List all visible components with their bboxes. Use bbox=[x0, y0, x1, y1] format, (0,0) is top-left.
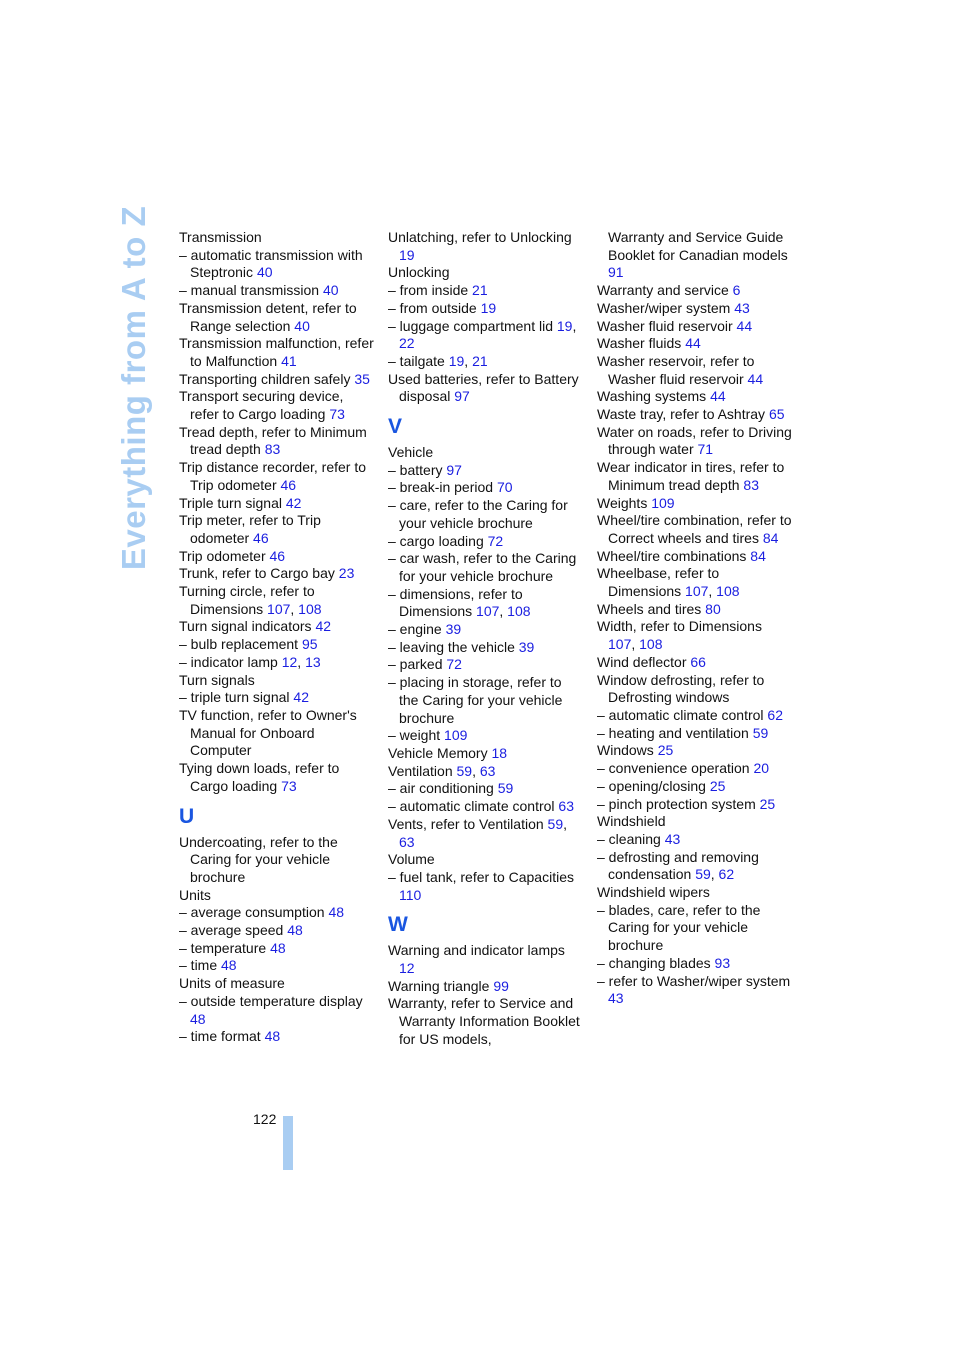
index-entry bbox=[388, 550, 584, 585]
page-reference-link[interactable]: 107 bbox=[685, 583, 709, 600]
entry-text: – break-in period bbox=[388, 479, 494, 496]
page-reference-link[interactable]: 40 bbox=[256, 264, 273, 281]
index-entry bbox=[179, 300, 375, 335]
page-reference-link[interactable]: 42 bbox=[293, 689, 309, 706]
entry-text: Undercoating, refer to the Caring for your vehicle brochure bbox=[179, 833, 338, 885]
page-accent-bar bbox=[283, 1116, 293, 1170]
index-entry bbox=[388, 798, 584, 816]
index-entry bbox=[597, 229, 793, 282]
index-entry bbox=[179, 689, 375, 707]
page-reference-link[interactable]: 46 bbox=[280, 476, 297, 493]
entry-text: Waste tray, refer to Ashtray bbox=[597, 406, 766, 423]
page-reference-link[interactable]: 71 bbox=[697, 441, 714, 458]
index-entry bbox=[597, 778, 793, 796]
index-entry bbox=[597, 725, 793, 743]
index-entry bbox=[179, 760, 375, 795]
entry-text: – changing blades bbox=[597, 954, 711, 971]
index-entry: – luggage compartment lid 19, 22 bbox=[388, 317, 577, 352]
page-reference-link[interactable]: 62 bbox=[718, 866, 735, 883]
entry-text: Units bbox=[179, 886, 211, 903]
index-entry: Vents, refer to Ventilation 59, 63 bbox=[388, 815, 568, 850]
page-reference-link[interactable]: 59 bbox=[695, 866, 711, 883]
page-reference-link[interactable]: 12 bbox=[399, 960, 415, 977]
page-reference-link[interactable]: 97 bbox=[454, 388, 470, 405]
entry-text: – refer to Washer/wiper system bbox=[597, 972, 791, 989]
index-entry bbox=[388, 869, 584, 904]
entry-text: – from outside bbox=[388, 299, 477, 316]
entry-text: Unlatching, refer to Unlocking bbox=[388, 229, 572, 245]
entry-text: Washer fluids bbox=[597, 335, 682, 352]
page-reference-link[interactable]: 107 bbox=[608, 636, 632, 653]
index-entry bbox=[388, 282, 584, 300]
index-entry bbox=[179, 1028, 375, 1046]
index-entry bbox=[179, 922, 375, 940]
entry-text: Volume bbox=[388, 851, 435, 868]
index-entry bbox=[179, 834, 375, 887]
index-entry bbox=[388, 995, 584, 1048]
entry-text: Triple turn signal bbox=[179, 494, 282, 511]
entry-text: Wind deflector bbox=[597, 653, 687, 670]
index-entry bbox=[388, 639, 584, 657]
index-entry bbox=[597, 335, 793, 353]
page-reference-link[interactable]: 19 bbox=[448, 352, 465, 369]
index-entry: – tailgate 19, 21 bbox=[388, 352, 488, 369]
index-entry bbox=[388, 533, 584, 551]
index-entry bbox=[597, 406, 793, 424]
entry-text: – opening/closing bbox=[597, 777, 706, 794]
entry-text: Window defrosting, refer to Defrosting windows bbox=[597, 671, 765, 706]
index-entry bbox=[597, 654, 793, 672]
index-entry bbox=[388, 674, 584, 727]
entry-text: Warranty and service bbox=[597, 282, 729, 299]
entry-text: Used batteries, refer to Battery disposal bbox=[388, 370, 579, 405]
entry-text: Turn signals bbox=[179, 671, 255, 688]
index-entry bbox=[179, 229, 375, 247]
index-entry bbox=[597, 601, 793, 619]
page-reference-link[interactable]: 72 bbox=[446, 656, 462, 673]
index-entry bbox=[597, 424, 793, 459]
index-entry bbox=[179, 707, 375, 760]
entry-text: – temperature bbox=[179, 939, 267, 956]
entry-text: – parked bbox=[388, 656, 443, 673]
index-entry bbox=[597, 902, 793, 955]
entry-text: Wheelbase, refer to Dimensions bbox=[597, 565, 720, 600]
index-entry bbox=[388, 780, 584, 798]
page-reference-link[interactable]: 73 bbox=[329, 406, 345, 423]
index-entry bbox=[179, 282, 375, 300]
index-entry bbox=[179, 887, 375, 905]
index-entry bbox=[179, 565, 375, 583]
entry-text: Transmission malfunction, refer to Malfunction bbox=[179, 335, 374, 369]
entry-text: Windows bbox=[597, 742, 654, 759]
index-entry bbox=[179, 993, 375, 1028]
page-reference-link[interactable]: 12 bbox=[281, 653, 298, 670]
page-reference-link[interactable]: 19 bbox=[480, 299, 497, 316]
index-entry bbox=[179, 940, 375, 958]
index-entry bbox=[179, 388, 375, 423]
page-reference-link[interactable]: 59 bbox=[497, 780, 514, 797]
entry-text: Transport securing device, refer to Cargo loading bbox=[179, 388, 344, 423]
page-reference-link[interactable]: 70 bbox=[496, 479, 513, 496]
entry-text: – automatic climate control bbox=[597, 706, 764, 723]
entry-text: – care, refer to the Caring for your vehicle brochure bbox=[388, 497, 568, 531]
entry-text: – fuel tank, refer to Capacities bbox=[388, 868, 574, 885]
index-column-2 bbox=[388, 229, 584, 1049]
index-entry bbox=[179, 957, 375, 975]
index-entry bbox=[597, 672, 793, 707]
entry-text: – defrosting and removing condensation bbox=[597, 848, 759, 883]
index-entry bbox=[388, 497, 584, 532]
page-reference-link[interactable]: 63 bbox=[479, 762, 496, 779]
section-letter-w: W bbox=[388, 913, 408, 937]
index-entry bbox=[597, 973, 793, 1008]
page-reference-link[interactable]: 97 bbox=[446, 461, 462, 478]
entry-text: – pinch protection system bbox=[597, 795, 756, 812]
page-reference-link[interactable]: 25 bbox=[657, 742, 674, 759]
entry-text: – manual transmission bbox=[179, 282, 320, 299]
index-entry bbox=[597, 300, 793, 318]
page-reference-link[interactable]: 59 bbox=[456, 762, 473, 779]
entry-text: – time format bbox=[179, 1028, 261, 1045]
page-reference-link[interactable]: 109 bbox=[651, 494, 675, 511]
page-reference-link[interactable]: 83 bbox=[743, 476, 759, 493]
index-entry bbox=[597, 318, 793, 336]
entry-text: Warning triangle bbox=[388, 977, 490, 994]
page-reference-link[interactable]: 108 bbox=[298, 600, 322, 617]
index-entry: – dimensions, refer to Dimensions 107, 108 bbox=[388, 585, 531, 620]
index-entry bbox=[388, 656, 584, 674]
index-entry bbox=[388, 300, 584, 318]
entry-text: – automatic climate control bbox=[388, 798, 555, 815]
entry-text: – car wash, refer to the Caring for your vehicle brochure bbox=[388, 550, 577, 584]
index-entry bbox=[179, 636, 375, 654]
page-reference-link[interactable]: 48 bbox=[221, 957, 237, 974]
page-reference-link[interactable]: 44 bbox=[747, 370, 764, 387]
index-entry bbox=[388, 727, 584, 745]
entry-text: Wheels and tires bbox=[597, 600, 702, 617]
entry-text: Vents, refer to Ventilation bbox=[388, 815, 544, 832]
page-reference-link[interactable]: 48 bbox=[287, 922, 303, 939]
entry-text: – placing in storage, refer to the Caring for your vehicle brochure bbox=[388, 674, 563, 726]
page-reference-link[interactable]: 39 bbox=[445, 621, 462, 638]
page-reference-link[interactable]: 42 bbox=[315, 618, 332, 635]
index-entry bbox=[597, 760, 793, 778]
page-reference-link[interactable]: 44 bbox=[685, 335, 701, 352]
entry-text: – convenience operation bbox=[597, 760, 750, 777]
index-column-1 bbox=[179, 229, 375, 1046]
page-reference-link[interactable]: 13 bbox=[305, 653, 321, 670]
index-entry bbox=[179, 548, 375, 566]
page-reference-link[interactable]: 59 bbox=[752, 724, 769, 741]
index-column-3 bbox=[597, 229, 793, 1008]
index-entry bbox=[179, 247, 375, 282]
index-entry bbox=[179, 904, 375, 922]
index-entry bbox=[597, 388, 793, 406]
page-reference-link[interactable]: 108 bbox=[507, 603, 531, 620]
entry-text: Transmission detent, refer to Range selection bbox=[179, 299, 357, 334]
entry-text: – time bbox=[179, 957, 218, 974]
index-entry bbox=[597, 796, 793, 814]
index-entry bbox=[388, 851, 584, 869]
side-title-tab bbox=[112, 205, 156, 571]
entry-text: – bulb replacement bbox=[179, 636, 299, 653]
page-reference-link[interactable]: 83 bbox=[264, 441, 281, 458]
page-reference-link[interactable]: 63 bbox=[558, 798, 574, 815]
entry-text: Vehicle Memory bbox=[388, 744, 488, 761]
page-reference-link[interactable]: 6 bbox=[732, 282, 741, 299]
entry-text: – leaving the vehicle bbox=[388, 638, 515, 655]
index-entry: Turning circle, refer to Dimensions 107, 108 bbox=[179, 583, 322, 617]
page-reference-link[interactable]: 108 bbox=[716, 583, 740, 600]
entry-text: – tailgate bbox=[388, 352, 445, 369]
page-reference-link[interactable]: 59 bbox=[547, 815, 564, 832]
page-reference-link[interactable]: 43 bbox=[734, 299, 750, 316]
entry-text: Warranty, refer to Service and Warranty Information Booklet for US models, bbox=[388, 995, 580, 1047]
index-entry bbox=[179, 512, 375, 547]
index-entry bbox=[597, 282, 793, 300]
entry-text: Trunk, refer to Cargo bay bbox=[179, 565, 335, 582]
entry-text: Turning circle, refer to Dimensions bbox=[179, 583, 315, 617]
page-reference-link[interactable]: 48 bbox=[328, 904, 345, 921]
entry-text: Weights bbox=[597, 494, 648, 511]
entry-text: – weight bbox=[388, 727, 441, 744]
page-reference-link[interactable]: 84 bbox=[762, 529, 779, 546]
index-entry bbox=[179, 459, 375, 494]
page-reference-link[interactable]: 21 bbox=[472, 352, 488, 369]
page-reference-link[interactable]: 43 bbox=[664, 830, 681, 847]
index-entry bbox=[179, 424, 375, 459]
page-reference-link[interactable]: 109 bbox=[444, 727, 468, 744]
index-entry bbox=[179, 495, 375, 513]
entry-text: Unlocking bbox=[388, 264, 450, 281]
section-letter-u: U bbox=[179, 804, 195, 828]
entry-text: Tying down loads, refer to Cargo loading bbox=[179, 760, 340, 794]
index-entry bbox=[179, 371, 375, 389]
page-reference-link[interactable]: 42 bbox=[285, 494, 302, 511]
page-reference-link[interactable]: 48 bbox=[190, 1010, 206, 1027]
index-entry bbox=[179, 672, 375, 690]
page-reference-link[interactable]: 25 bbox=[709, 777, 726, 794]
entry-text: – from inside bbox=[388, 282, 469, 299]
entry-text: – indicator lamp bbox=[179, 653, 278, 670]
entry-text: – cargo loading bbox=[388, 532, 484, 549]
page-reference-link[interactable]: 23 bbox=[338, 565, 355, 582]
page-reference-link[interactable]: 62 bbox=[767, 706, 783, 723]
entry-text: Width, refer to Dimensions bbox=[597, 618, 762, 635]
entry-text: Water on roads, refer to Driving through water bbox=[597, 423, 792, 458]
index-entry bbox=[388, 444, 584, 462]
page-reference-link[interactable]: 18 bbox=[491, 744, 508, 761]
index-entry bbox=[388, 264, 584, 282]
page-reference-link[interactable]: 40 bbox=[294, 317, 310, 334]
page-reference-link[interactable]: 25 bbox=[759, 795, 776, 812]
page-reference-link[interactable]: 43 bbox=[608, 990, 624, 1007]
page-reference-link[interactable]: 91 bbox=[608, 264, 624, 281]
index-entry bbox=[597, 742, 793, 760]
page-reference-link[interactable]: 46 bbox=[269, 547, 286, 564]
page-reference-link[interactable]: 40 bbox=[322, 282, 339, 299]
entry-text: TV function, refer to Owner's Manual for Onboard Computer bbox=[179, 706, 357, 759]
entry-text: Trip distance recorder, refer to Trip odometer bbox=[179, 459, 367, 493]
index-entry: Width, refer to Dimensions 107, 108 bbox=[597, 618, 762, 653]
page-reference-link[interactable]: 48 bbox=[264, 1028, 281, 1045]
side-title-text: Everything from A to Z bbox=[115, 205, 152, 571]
entry-text: Washing systems bbox=[597, 388, 707, 405]
entry-text: – battery bbox=[388, 461, 443, 478]
page-reference-link[interactable]: 72 bbox=[487, 532, 504, 549]
entry-text: Trip meter, refer to Trip odometer bbox=[179, 512, 321, 546]
entry-text: – blades, care, refer to the Caring for your vehicle brochure bbox=[597, 901, 761, 954]
entry-text: – triple turn signal bbox=[179, 689, 290, 706]
index-entry bbox=[597, 813, 793, 831]
index-entry: Ventilation 59, 63 bbox=[388, 762, 496, 779]
entry-text: Ventilation bbox=[388, 762, 453, 779]
page-reference-link[interactable]: 84 bbox=[750, 547, 766, 564]
entry-text: Washer fluid reservoir bbox=[597, 317, 733, 334]
page-reference-link[interactable]: 46 bbox=[253, 529, 269, 546]
index-entry bbox=[179, 975, 375, 993]
page-reference-link[interactable]: 19 bbox=[556, 317, 573, 334]
entry-text: Wheel/tire combinations bbox=[597, 547, 747, 564]
page-reference-link[interactable]: 44 bbox=[710, 388, 726, 405]
entry-text: Warranty and Service Guide Booklet for Canadian models bbox=[608, 229, 788, 263]
entry-text: – average speed bbox=[179, 922, 284, 939]
index-entry bbox=[597, 884, 793, 902]
index-entry bbox=[388, 942, 584, 977]
page-reference-link[interactable]: 73 bbox=[281, 777, 297, 794]
page-reference-link[interactable]: 66 bbox=[690, 653, 706, 670]
entry-text: Vehicle bbox=[388, 444, 434, 461]
page-reference-link[interactable]: 20 bbox=[753, 760, 770, 777]
index-entry bbox=[388, 621, 584, 639]
entry-text: – automatic transmission with Steptronic bbox=[179, 246, 363, 281]
page-reference-link[interactable]: 107 bbox=[267, 600, 291, 617]
page-reference-link[interactable]: 95 bbox=[301, 636, 318, 653]
index-entry bbox=[597, 955, 793, 973]
index-entry bbox=[388, 229, 584, 264]
page-reference-link[interactable]: 41 bbox=[281, 352, 297, 369]
entry-text: Turn signal indicators bbox=[179, 618, 312, 635]
page-reference-link[interactable]: 108 bbox=[639, 636, 663, 653]
index-entry bbox=[597, 495, 793, 513]
index-entry bbox=[179, 618, 375, 636]
entry-text: Transmission bbox=[179, 229, 262, 245]
page-reference-link[interactable]: 19 bbox=[399, 246, 415, 263]
index-entry bbox=[597, 353, 793, 388]
page-reference-link[interactable]: 80 bbox=[705, 600, 721, 617]
entry-text: – air conditioning bbox=[388, 780, 494, 797]
page-reference-link[interactable]: 22 bbox=[399, 335, 415, 352]
entry-text: – luggage compartment lid bbox=[388, 317, 553, 334]
index-entry: – defrosting and removing condensation 59, 62 bbox=[597, 848, 759, 883]
section-letter-v: V bbox=[388, 415, 403, 439]
entry-text: – average consumption bbox=[179, 904, 325, 921]
index-entry bbox=[597, 512, 793, 547]
index-entry bbox=[388, 978, 584, 996]
entry-text: Wheel/tire combination, refer to Correct wheels and tires bbox=[597, 512, 792, 546]
page-number: 122 bbox=[253, 1111, 277, 1127]
page-reference-link[interactable]: 39 bbox=[518, 638, 535, 655]
page-reference-link[interactable]: 44 bbox=[736, 317, 753, 334]
entry-text: Trip odometer bbox=[179, 547, 266, 564]
page-reference-link[interactable]: 93 bbox=[714, 954, 731, 971]
index-entry bbox=[388, 462, 584, 480]
page-reference-link[interactable]: 99 bbox=[493, 977, 509, 994]
entry-text: Washer reservoir, refer to Washer fluid reservoir bbox=[597, 352, 755, 387]
page-reference-link[interactable]: 63 bbox=[399, 833, 415, 850]
entry-text: Transporting children safely bbox=[179, 370, 351, 387]
index-entry bbox=[388, 479, 584, 497]
page-reference-link[interactable]: 110 bbox=[399, 886, 422, 903]
entry-text: Units of measure bbox=[179, 975, 285, 992]
entry-text: Tread depth, refer to Minimum tread depth bbox=[179, 423, 367, 458]
entry-text: – heating and ventilation bbox=[597, 724, 749, 741]
index-entry bbox=[597, 459, 793, 494]
entry-text: Wear indicator in tires, refer to Minimum tread depth bbox=[597, 459, 785, 493]
entry-text: – dimensions, refer to Dimensions bbox=[388, 585, 523, 620]
entry-text: Windshield bbox=[597, 813, 666, 830]
index-entry: – indicator lamp 12, 13 bbox=[179, 653, 321, 670]
index-entry bbox=[388, 745, 584, 763]
entry-text: Windshield wipers bbox=[597, 884, 710, 901]
page-reference-link[interactable]: 48 bbox=[270, 939, 286, 956]
index-entry bbox=[597, 831, 793, 849]
index-entry bbox=[597, 548, 793, 566]
index-entry bbox=[597, 707, 793, 725]
index-entry: Wheelbase, refer to Dimensions 107, 108 bbox=[597, 565, 740, 600]
page-reference-link[interactable]: 65 bbox=[768, 406, 785, 423]
index-entry bbox=[179, 335, 375, 370]
entry-text: Warning and indicator lamps bbox=[388, 942, 565, 959]
entry-text: – engine bbox=[388, 621, 442, 638]
page-reference-link[interactable]: 35 bbox=[354, 370, 370, 387]
page-reference-link[interactable]: 21 bbox=[472, 282, 488, 299]
index-entry bbox=[388, 371, 584, 406]
entry-text: Washer/wiper system bbox=[597, 299, 731, 316]
entry-text: – cleaning bbox=[597, 830, 661, 847]
page-reference-link[interactable]: 107 bbox=[476, 603, 500, 620]
entry-text: – outside temperature display bbox=[179, 992, 363, 1009]
